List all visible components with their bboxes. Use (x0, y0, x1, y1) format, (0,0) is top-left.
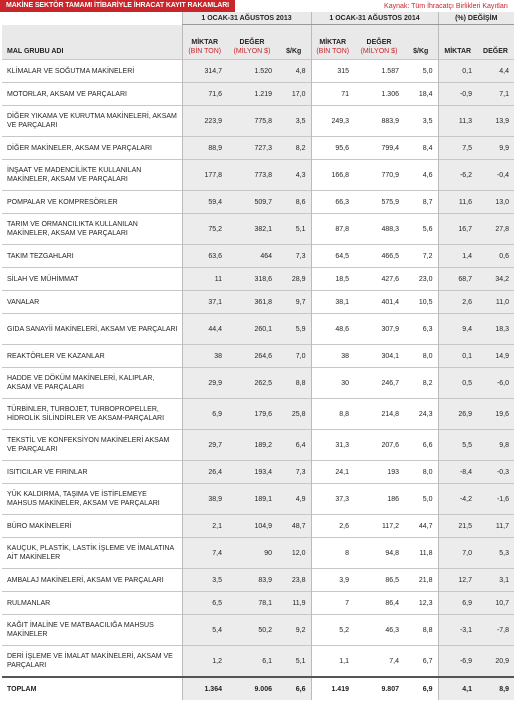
cell-name: MOTORLAR, AKSAM VE PARÇALARI (2, 83, 182, 106)
cell-deger-2013: 193,4 (227, 461, 277, 484)
cell-deger-2013: 83,9 (227, 569, 277, 592)
cell-miktar-2014: 30 (311, 368, 354, 399)
cell-perkg-2014: 24,3 (404, 399, 438, 430)
cell-name: KLİMALAR VE SOĞUTMA MAKİNELERİ (2, 60, 182, 83)
cell-perkg-2013: 12,0 (277, 538, 311, 569)
cell-miktar-2013: 88,9 (182, 137, 227, 160)
cell-change-deger: 0,6 (477, 245, 514, 268)
total-cell-miktar-2014: 1.419 (311, 677, 354, 700)
table-row (2, 137, 514, 160)
cell-miktar-2014: 18,5 (311, 268, 354, 291)
cell-perkg-2014: 6,6 (404, 430, 438, 461)
cell-miktar-2014: 38,1 (311, 291, 354, 314)
cell-perkg-2014: 12,3 (404, 592, 438, 615)
cell-perkg-2013: 28,9 (277, 268, 311, 291)
cell-perkg-2014: 5,0 (404, 484, 438, 515)
table-row (2, 291, 514, 314)
cell-name: GIDA SANAYİİ MAKİNELERİ, AKSAM VE PARÇALARI (2, 314, 182, 345)
table-row (2, 461, 514, 484)
cell-deger-2013: 382,1 (227, 214, 277, 245)
cell-deger-2013: 189,1 (227, 484, 277, 515)
cell-deger-2013: 189,2 (227, 430, 277, 461)
cell-name: TAKIM TEZGAHLARI (2, 245, 182, 268)
cell-miktar-2014: 3,9 (311, 569, 354, 592)
cell-perkg-2013: 4,3 (277, 160, 311, 191)
cell-change-miktar: 21,5 (438, 515, 477, 538)
perkg-2013-header: $/Kg (277, 25, 311, 60)
table-row (2, 60, 514, 83)
cell-miktar-2013: 223,9 (182, 106, 227, 137)
period-2014-header: 1 OCAK-31 AĞUSTOS 2014 (311, 12, 438, 25)
cell-deger-2013: 262,5 (227, 368, 277, 399)
cell-perkg-2014: 44,7 (404, 515, 438, 538)
cell-name: YÜK KALDIRMA, TAŞIMA VE İSTİFLEMEYE MAHSUS MAKİNELER, AKSAM VE PARÇALARI (2, 484, 182, 515)
cell-change-deger: 13,0 (477, 191, 514, 214)
miktar-2013-header: MİKTAR (BİN TON) (182, 25, 227, 60)
cell-change-deger: 9,9 (477, 137, 514, 160)
table-row (2, 245, 514, 268)
cell-change-deger: -7,8 (477, 615, 514, 646)
cell-perkg-2014: 8,4 (404, 137, 438, 160)
cell-miktar-2013: 6,9 (182, 399, 227, 430)
cell-perkg-2013: 4,9 (277, 484, 311, 515)
table-row (2, 106, 514, 137)
cell-perkg-2014: 10,5 (404, 291, 438, 314)
cell-miktar-2013: 3,5 (182, 569, 227, 592)
cell-deger-2013: 775,8 (227, 106, 277, 137)
cell-perkg-2014: 11,8 (404, 538, 438, 569)
cell-miktar-2014: 38 (311, 345, 354, 368)
cell-deger-2014: 307,9 (354, 314, 404, 345)
period-header-row (2, 12, 514, 25)
cell-perkg-2014: 8,2 (404, 368, 438, 399)
cell-change-miktar: 6,9 (438, 592, 477, 615)
cell-miktar-2013: 63,6 (182, 245, 227, 268)
cell-miktar-2013: 26,4 (182, 461, 227, 484)
cell-change-miktar: -3,1 (438, 615, 477, 646)
cell-perkg-2014: 8,0 (404, 345, 438, 368)
cell-change-deger: 7,1 (477, 83, 514, 106)
cell-deger-2013: 260,1 (227, 314, 277, 345)
cell-miktar-2013: 7,4 (182, 538, 227, 569)
table-row (2, 83, 514, 106)
change-miktar-header: MİKTAR (438, 25, 477, 60)
total-cell-miktar-2013: 1.364 (182, 677, 227, 700)
cell-deger-2013: 727,3 (227, 137, 277, 160)
cell-deger-2014: 214,8 (354, 399, 404, 430)
cell-name: RULMANLAR (2, 592, 182, 615)
cell-miktar-2013: 38,9 (182, 484, 227, 515)
cell-perkg-2013: 11,9 (277, 592, 311, 615)
cell-miktar-2014: 66,3 (311, 191, 354, 214)
cell-name: TÜRBİNLER, TURBOJET, TURBOPROPELLER, HİDROLİK SİLİNDİRLER VE AKSAM-PARÇALARI (2, 399, 182, 430)
report-title: MAKİNE SEKTÖR TAMAMI İTİBARİYLE İHRACAT KAYIT RAKAMLARI (0, 0, 235, 12)
cell-change-miktar: 26,9 (438, 399, 477, 430)
cell-miktar-2013: 29,9 (182, 368, 227, 399)
cell-change-deger: 11,0 (477, 291, 514, 314)
cell-change-deger: 19,6 (477, 399, 514, 430)
cell-change-deger: 11,7 (477, 515, 514, 538)
cell-deger-2014: 575,9 (354, 191, 404, 214)
cell-name: DİĞER MAKİNELER, AKSAM VE PARÇALARI (2, 137, 182, 160)
period-2013-header: 1 OCAK-31 AĞUSTOS 2013 (182, 12, 311, 25)
cell-perkg-2013: 7,0 (277, 345, 311, 368)
cell-perkg-2014: 18,4 (404, 83, 438, 106)
cell-miktar-2014: 2,6 (311, 515, 354, 538)
cell-change-miktar: 68,7 (438, 268, 477, 291)
cell-deger-2013: 50,2 (227, 615, 277, 646)
cell-miktar-2014: 37,3 (311, 484, 354, 515)
cell-name: KAUÇUK, PLASTİK, LASTİK İŞLEME VE İMALATINA AİT MAKİNELER (2, 538, 182, 569)
cell-change-miktar: -6,2 (438, 160, 477, 191)
table-row (2, 314, 514, 345)
cell-deger-2014: 86,5 (354, 569, 404, 592)
cell-deger-2014: 1.587 (354, 60, 404, 83)
table-row (2, 268, 514, 291)
cell-deger-2014: 186 (354, 484, 404, 515)
cell-miktar-2014: 249,3 (311, 106, 354, 137)
table-row (2, 646, 514, 678)
cell-deger-2014: 770,9 (354, 160, 404, 191)
cell-name: İNŞAAT VE MADENCİLİKTE KULLANILAN MAKİNELER, AKSAM VE PARÇALARI (2, 160, 182, 191)
cell-deger-2014: 193 (354, 461, 404, 484)
cell-name: AMBALAJ MAKİNELERİ, AKSAM VE PARÇALARI (2, 569, 182, 592)
blank-header (2, 12, 182, 25)
cell-change-miktar: 11,3 (438, 106, 477, 137)
cell-change-miktar: 0,1 (438, 60, 477, 83)
source-note: Kaynak: Tüm İhracatçı Birlikleri Kayıtları (384, 2, 508, 10)
cell-change-deger: 14,9 (477, 345, 514, 368)
total-row (2, 677, 514, 700)
cell-perkg-2014: 21,8 (404, 569, 438, 592)
cell-miktar-2013: 75,2 (182, 214, 227, 245)
title-bar (0, 0, 516, 12)
cell-change-miktar: -4,2 (438, 484, 477, 515)
cell-miktar-2013: 38 (182, 345, 227, 368)
table-body (2, 60, 514, 701)
change-header: (%) DEĞİŞİM (438, 12, 514, 25)
table-row (2, 399, 514, 430)
change-deger-header: DEĞER (477, 25, 514, 60)
cell-perkg-2013: 7,3 (277, 245, 311, 268)
cell-perkg-2014: 8,7 (404, 191, 438, 214)
cell-deger-2013: 509,7 (227, 191, 277, 214)
cell-perkg-2013: 9,7 (277, 291, 311, 314)
total-cell-deger-2014: 9.807 (354, 677, 404, 700)
cell-deger-2013: 179,6 (227, 399, 277, 430)
cell-miktar-2014: 8 (311, 538, 354, 569)
cell-perkg-2013: 6,4 (277, 430, 311, 461)
cell-name: SİLAH VE MÜHİMMAT (2, 268, 182, 291)
cell-change-miktar: 5,5 (438, 430, 477, 461)
table-row (2, 345, 514, 368)
perkg-2014-header: $/Kg (404, 25, 438, 60)
cell-deger-2014: 427,6 (354, 268, 404, 291)
cell-name: TEKSTİL VE KONFEKSİYON MAKİNELERİ AKSAM VE PARÇALARI (2, 430, 182, 461)
total-cell-perkg-2013: 6,6 (277, 677, 311, 700)
deger-2013-header: DEĞER (MİLYON $) (227, 25, 277, 60)
cell-miktar-2014: 48,6 (311, 314, 354, 345)
cell-perkg-2013: 8,6 (277, 191, 311, 214)
cell-perkg-2013: 5,1 (277, 214, 311, 245)
cell-miktar-2014: 31,3 (311, 430, 354, 461)
table-row (2, 615, 514, 646)
cell-deger-2013: 318,6 (227, 268, 277, 291)
cell-deger-2013: 1.219 (227, 83, 277, 106)
cell-perkg-2013: 9,2 (277, 615, 311, 646)
cell-perkg-2014: 7,2 (404, 245, 438, 268)
cell-perkg-2014: 5,0 (404, 60, 438, 83)
total-cell-change-deger: 8,9 (477, 677, 514, 700)
cell-deger-2014: 207,6 (354, 430, 404, 461)
cell-change-miktar: 12,7 (438, 569, 477, 592)
cell-name: DERİ İŞLEME VE İMALAT MAKİNELERİ, AKSAM VE PARÇALARI (2, 646, 182, 678)
cell-deger-2014: 7,4 (354, 646, 404, 678)
cell-change-deger: 13,9 (477, 106, 514, 137)
cell-miktar-2014: 7 (311, 592, 354, 615)
cell-perkg-2013: 7,3 (277, 461, 311, 484)
cell-miktar-2014: 71 (311, 83, 354, 106)
cell-miktar-2014: 315 (311, 60, 354, 83)
export-table (2, 12, 514, 700)
cell-miktar-2014: 24,1 (311, 461, 354, 484)
total-cell-change-miktar: 4,1 (438, 677, 477, 700)
cell-deger-2014: 799,4 (354, 137, 404, 160)
cell-miktar-2013: 5,4 (182, 615, 227, 646)
cell-perkg-2014: 23,0 (404, 268, 438, 291)
table-row (2, 515, 514, 538)
table-row (2, 592, 514, 615)
cell-name: BÜRO MAKİNELERİ (2, 515, 182, 538)
cell-change-deger: 5,3 (477, 538, 514, 569)
cell-perkg-2014: 6,3 (404, 314, 438, 345)
cell-deger-2014: 466,5 (354, 245, 404, 268)
cell-perkg-2014: 4,6 (404, 160, 438, 191)
cell-miktar-2013: 2,1 (182, 515, 227, 538)
cell-deger-2013: 78,1 (227, 592, 277, 615)
cell-change-miktar: 16,7 (438, 214, 477, 245)
cell-perkg-2013: 5,9 (277, 314, 311, 345)
cell-perkg-2013: 3,5 (277, 106, 311, 137)
cell-miktar-2013: 29,7 (182, 430, 227, 461)
cell-perkg-2013: 5,1 (277, 646, 311, 678)
cell-change-miktar: 7,0 (438, 538, 477, 569)
cell-change-deger: 4,4 (477, 60, 514, 83)
table-row (2, 214, 514, 245)
cell-name: DİĞER YIKAMA VE KURUTMA MAKİNELERİ, AKSAM VE PARÇALARI (2, 106, 182, 137)
cell-deger-2014: 401,4 (354, 291, 404, 314)
cell-miktar-2013: 59,4 (182, 191, 227, 214)
cell-perkg-2014: 5,6 (404, 214, 438, 245)
cell-change-miktar: -6,9 (438, 646, 477, 678)
table-row (2, 191, 514, 214)
cell-miktar-2013: 314,7 (182, 60, 227, 83)
cell-change-miktar: 11,6 (438, 191, 477, 214)
cell-miktar-2014: 5,2 (311, 615, 354, 646)
cell-deger-2013: 6,1 (227, 646, 277, 678)
cell-deger-2014: 304,1 (354, 345, 404, 368)
cell-change-miktar: 1,4 (438, 245, 477, 268)
cell-perkg-2013: 48,7 (277, 515, 311, 538)
cell-deger-2013: 361,8 (227, 291, 277, 314)
cell-perkg-2013: 17,0 (277, 83, 311, 106)
cell-change-deger: 18,3 (477, 314, 514, 345)
cell-name: HADDE VE DÖKÜM MAKİNELERİ, KALIPLAR, AKSAM VE PARÇALARI (2, 368, 182, 399)
total-cell-deger-2013: 9.006 (227, 677, 277, 700)
cell-miktar-2013: 6,5 (182, 592, 227, 615)
deger-2014-header: DEĞER (MİLYON $) (354, 25, 404, 60)
cell-change-miktar: 0,5 (438, 368, 477, 399)
cell-change-miktar: 7,5 (438, 137, 477, 160)
cell-change-deger: -1,6 (477, 484, 514, 515)
cell-name: ISITICILAR VE FIRINLAR (2, 461, 182, 484)
cell-deger-2013: 104,9 (227, 515, 277, 538)
cell-miktar-2014: 166,8 (311, 160, 354, 191)
cell-name: TARIM VE ORMANCILIKTA KULLANILAN MAKİNELER, AKSAM VE PARÇALARI (2, 214, 182, 245)
cell-perkg-2013: 4,8 (277, 60, 311, 83)
cell-miktar-2014: 1,1 (311, 646, 354, 678)
cell-miktar-2013: 177,8 (182, 160, 227, 191)
column-header-row (2, 25, 514, 60)
total-cell-perkg-2014: 6,9 (404, 677, 438, 700)
cell-change-miktar: 0,1 (438, 345, 477, 368)
cell-change-miktar: 2,6 (438, 291, 477, 314)
total-cell-name: TOPLAM (2, 677, 182, 700)
cell-deger-2014: 46,3 (354, 615, 404, 646)
cell-name: KAĞIT İMALİNE VE MATBAACILIĞA MAHSUS MAKİNELER (2, 615, 182, 646)
cell-name: REAKTÖRLER VE KAZANLAR (2, 345, 182, 368)
cell-perkg-2013: 8,2 (277, 137, 311, 160)
table-row (2, 538, 514, 569)
cell-deger-2014: 488,3 (354, 214, 404, 245)
cell-change-deger: -0,4 (477, 160, 514, 191)
cell-deger-2014: 117,2 (354, 515, 404, 538)
table-row (2, 160, 514, 191)
cell-change-deger: 34,2 (477, 268, 514, 291)
cell-deger-2013: 773,8 (227, 160, 277, 191)
cell-change-deger: 9,8 (477, 430, 514, 461)
miktar-2014-header: MİKTAR (BİN TON) (311, 25, 354, 60)
cell-perkg-2013: 25,8 (277, 399, 311, 430)
cell-miktar-2013: 44,4 (182, 314, 227, 345)
cell-change-miktar: -8,4 (438, 461, 477, 484)
cell-deger-2013: 90 (227, 538, 277, 569)
name-column-header: MAL GRUBU ADI (2, 25, 182, 60)
cell-change-miktar: 9,4 (438, 314, 477, 345)
cell-change-miktar: -0,9 (438, 83, 477, 106)
cell-change-deger: -6,0 (477, 368, 514, 399)
cell-perkg-2013: 23,8 (277, 569, 311, 592)
cell-miktar-2014: 8,8 (311, 399, 354, 430)
cell-miktar-2013: 71,6 (182, 83, 227, 106)
cell-deger-2013: 1.520 (227, 60, 277, 83)
cell-miktar-2013: 11 (182, 268, 227, 291)
cell-perkg-2014: 3,5 (404, 106, 438, 137)
cell-miktar-2014: 64,5 (311, 245, 354, 268)
cell-perkg-2013: 8,8 (277, 368, 311, 399)
cell-change-deger: 10,7 (477, 592, 514, 615)
cell-deger-2014: 1.306 (354, 83, 404, 106)
cell-name: VANALAR (2, 291, 182, 314)
cell-change-deger: -0,3 (477, 461, 514, 484)
cell-deger-2014: 86,4 (354, 592, 404, 615)
cell-deger-2013: 464 (227, 245, 277, 268)
cell-deger-2014: 94,8 (354, 538, 404, 569)
cell-deger-2014: 883,9 (354, 106, 404, 137)
cell-name: POMPALAR VE KOMPRESÖRLER (2, 191, 182, 214)
cell-change-deger: 3,1 (477, 569, 514, 592)
table-row (2, 484, 514, 515)
cell-change-deger: 27,8 (477, 214, 514, 245)
cell-perkg-2014: 8,0 (404, 461, 438, 484)
cell-miktar-2014: 95,6 (311, 137, 354, 160)
cell-miktar-2013: 1,2 (182, 646, 227, 678)
cell-deger-2013: 264,6 (227, 345, 277, 368)
table-row (2, 368, 514, 399)
cell-miktar-2013: 37,1 (182, 291, 227, 314)
cell-deger-2014: 246,7 (354, 368, 404, 399)
table-row (2, 430, 514, 461)
cell-perkg-2014: 6,7 (404, 646, 438, 678)
cell-perkg-2014: 8,8 (404, 615, 438, 646)
table-row (2, 569, 514, 592)
cell-change-deger: 20,9 (477, 646, 514, 678)
cell-miktar-2014: 87,8 (311, 214, 354, 245)
